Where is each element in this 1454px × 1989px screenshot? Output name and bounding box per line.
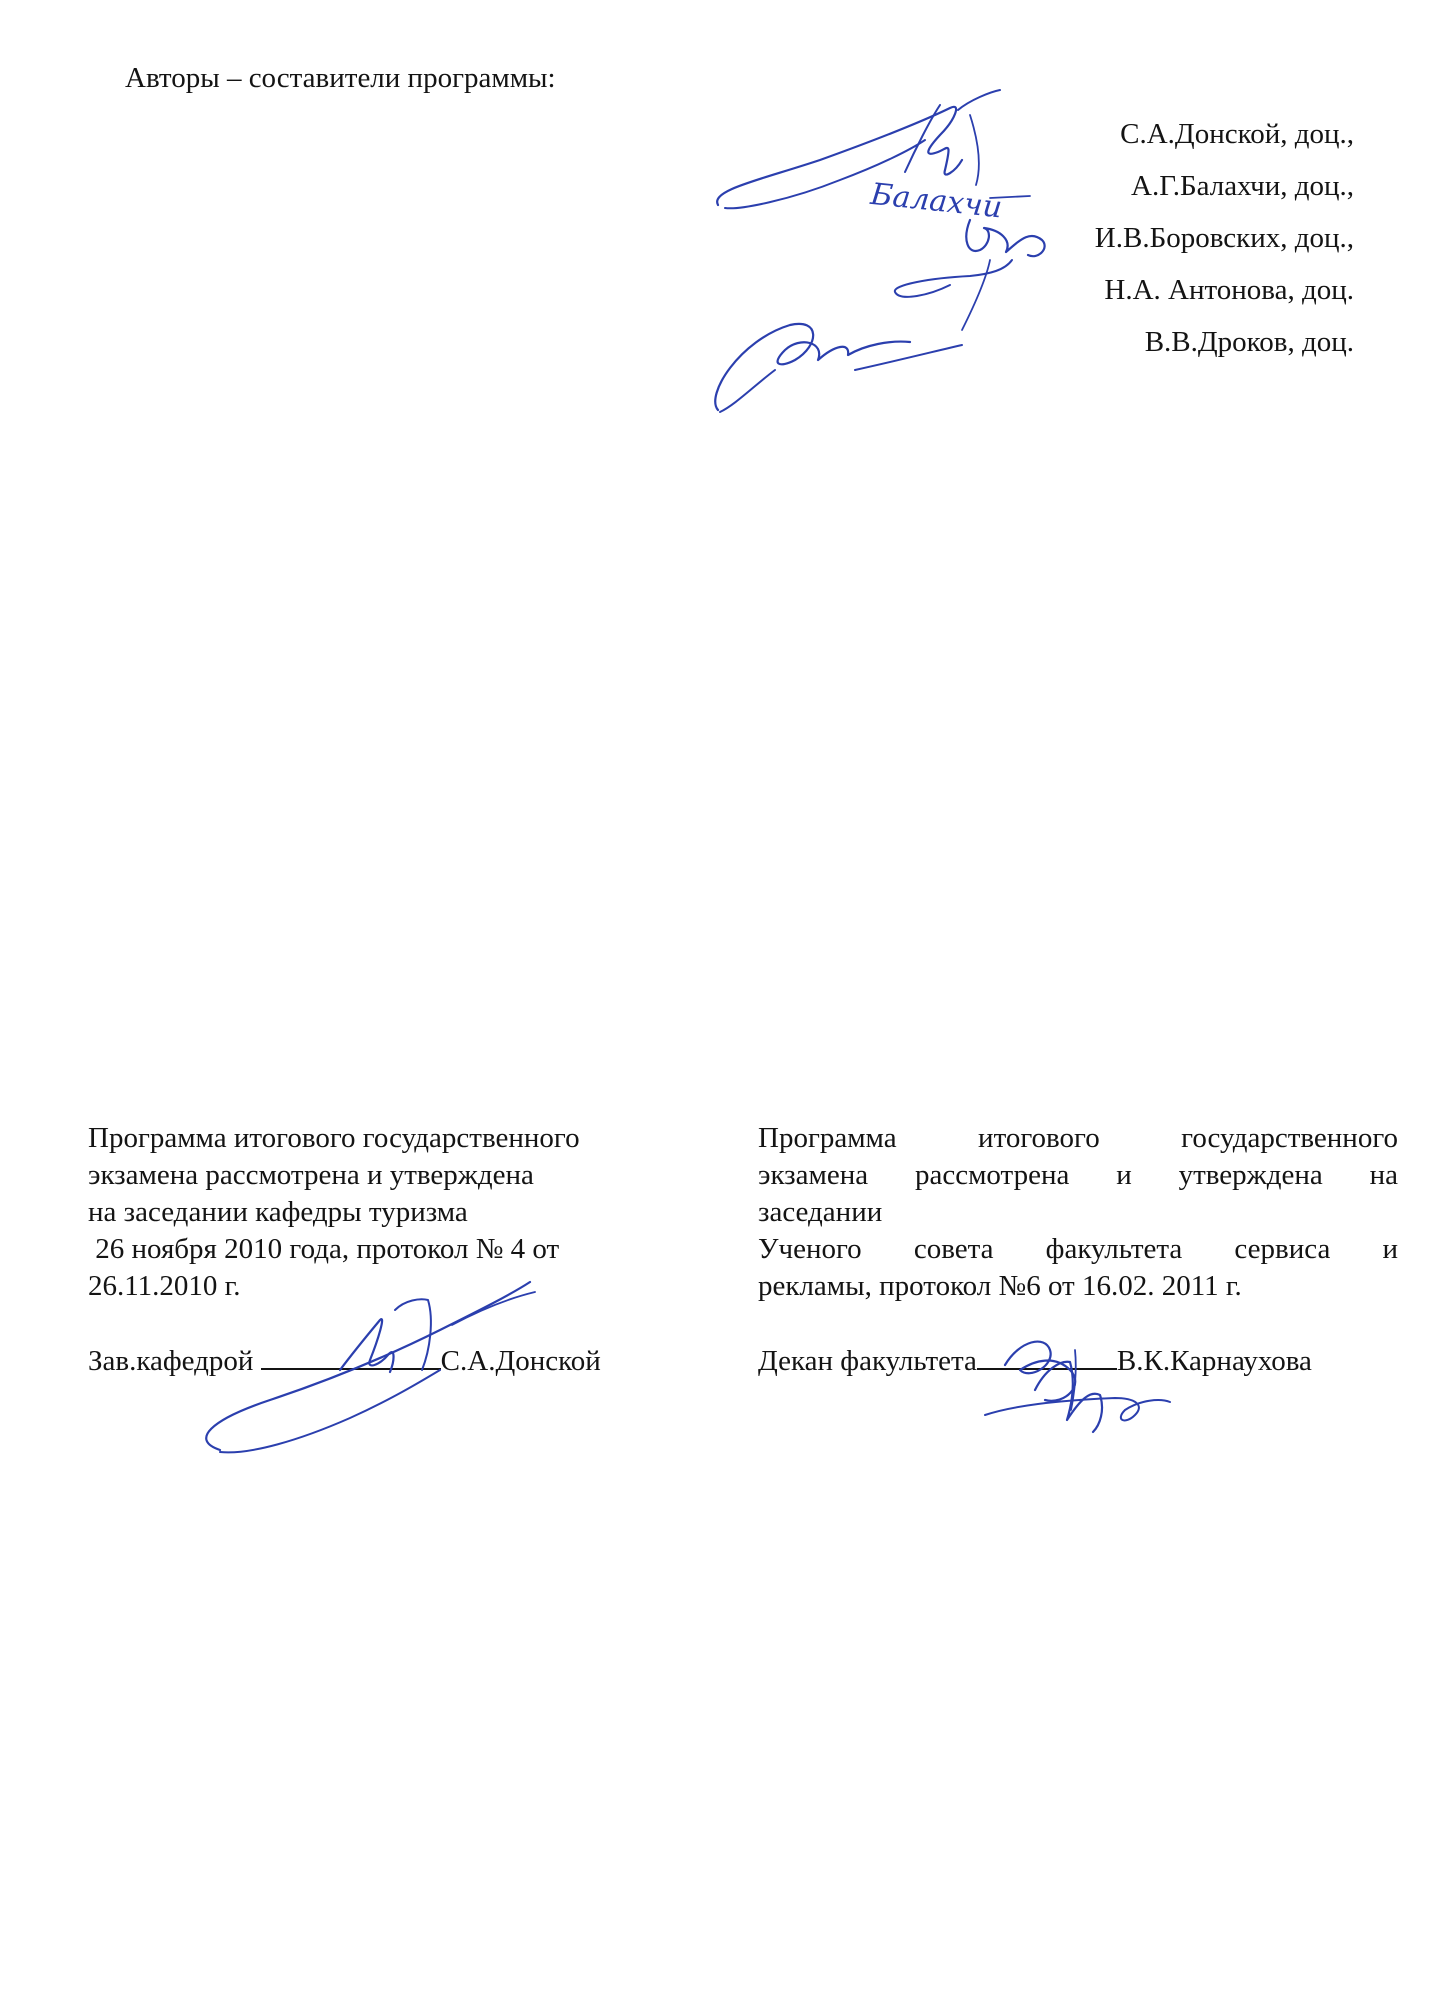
council-approval [758,1120,1398,1380]
author-balakhchi: А.Г.Балахчи, доц., [1131,170,1354,202]
balakhchi-handwriting: Балахчи [868,176,1004,226]
dean-name: В.К.Карнаухова [1116,1345,1312,1377]
dean-sign-line [758,1342,1398,1380]
author-antonova: Н.А. Антонова, доц. [1104,274,1354,306]
author-drokov: В.В.Дроков, доц. [1144,326,1354,358]
department-approval-line-1: Программа итогового государственного [88,1122,580,1154]
department-approval-line-2: экзамена рассмотрена и утверждена [88,1159,534,1191]
author-borovskikh: И.В.Боровских, доц., [1094,222,1354,254]
dean-signature-blank [977,1342,1117,1370]
council-approval-line-2: экзамена рассмотрена и утверждена на [758,1159,1398,1191]
council-approval-line-3: заседании [758,1196,883,1228]
author-donskoy: С.А.Донской, доц., [1120,118,1354,150]
council-approval-line-5: рекламы, протокол №6 от 16.02. 2011 г. [758,1270,1242,1302]
department-head-name: С.А.Донской [440,1345,601,1377]
department-approval [88,1120,668,1380]
council-approval-line-4: Ученого совета факультета сервиса и [758,1233,1398,1265]
dean-label: Декан факультета [758,1345,977,1377]
department-approval-line-4: 26 ноября 2010 года, протокол № 4 от [88,1233,560,1265]
department-approval-line-3: на заседании кафедры туризма [88,1196,468,1228]
department-approval-line-5: 26.11.2010 г. [88,1270,241,1302]
authors-heading: Авторы – составители программы: [125,62,556,94]
council-approval-line-1: Программа итогового государственного [758,1122,1398,1154]
department-head-signature-blank [261,1342,441,1370]
authors-list [934,116,1354,376]
department-head-label: Зав.кафедрой [88,1345,254,1377]
department-head-sign-line [88,1342,668,1380]
